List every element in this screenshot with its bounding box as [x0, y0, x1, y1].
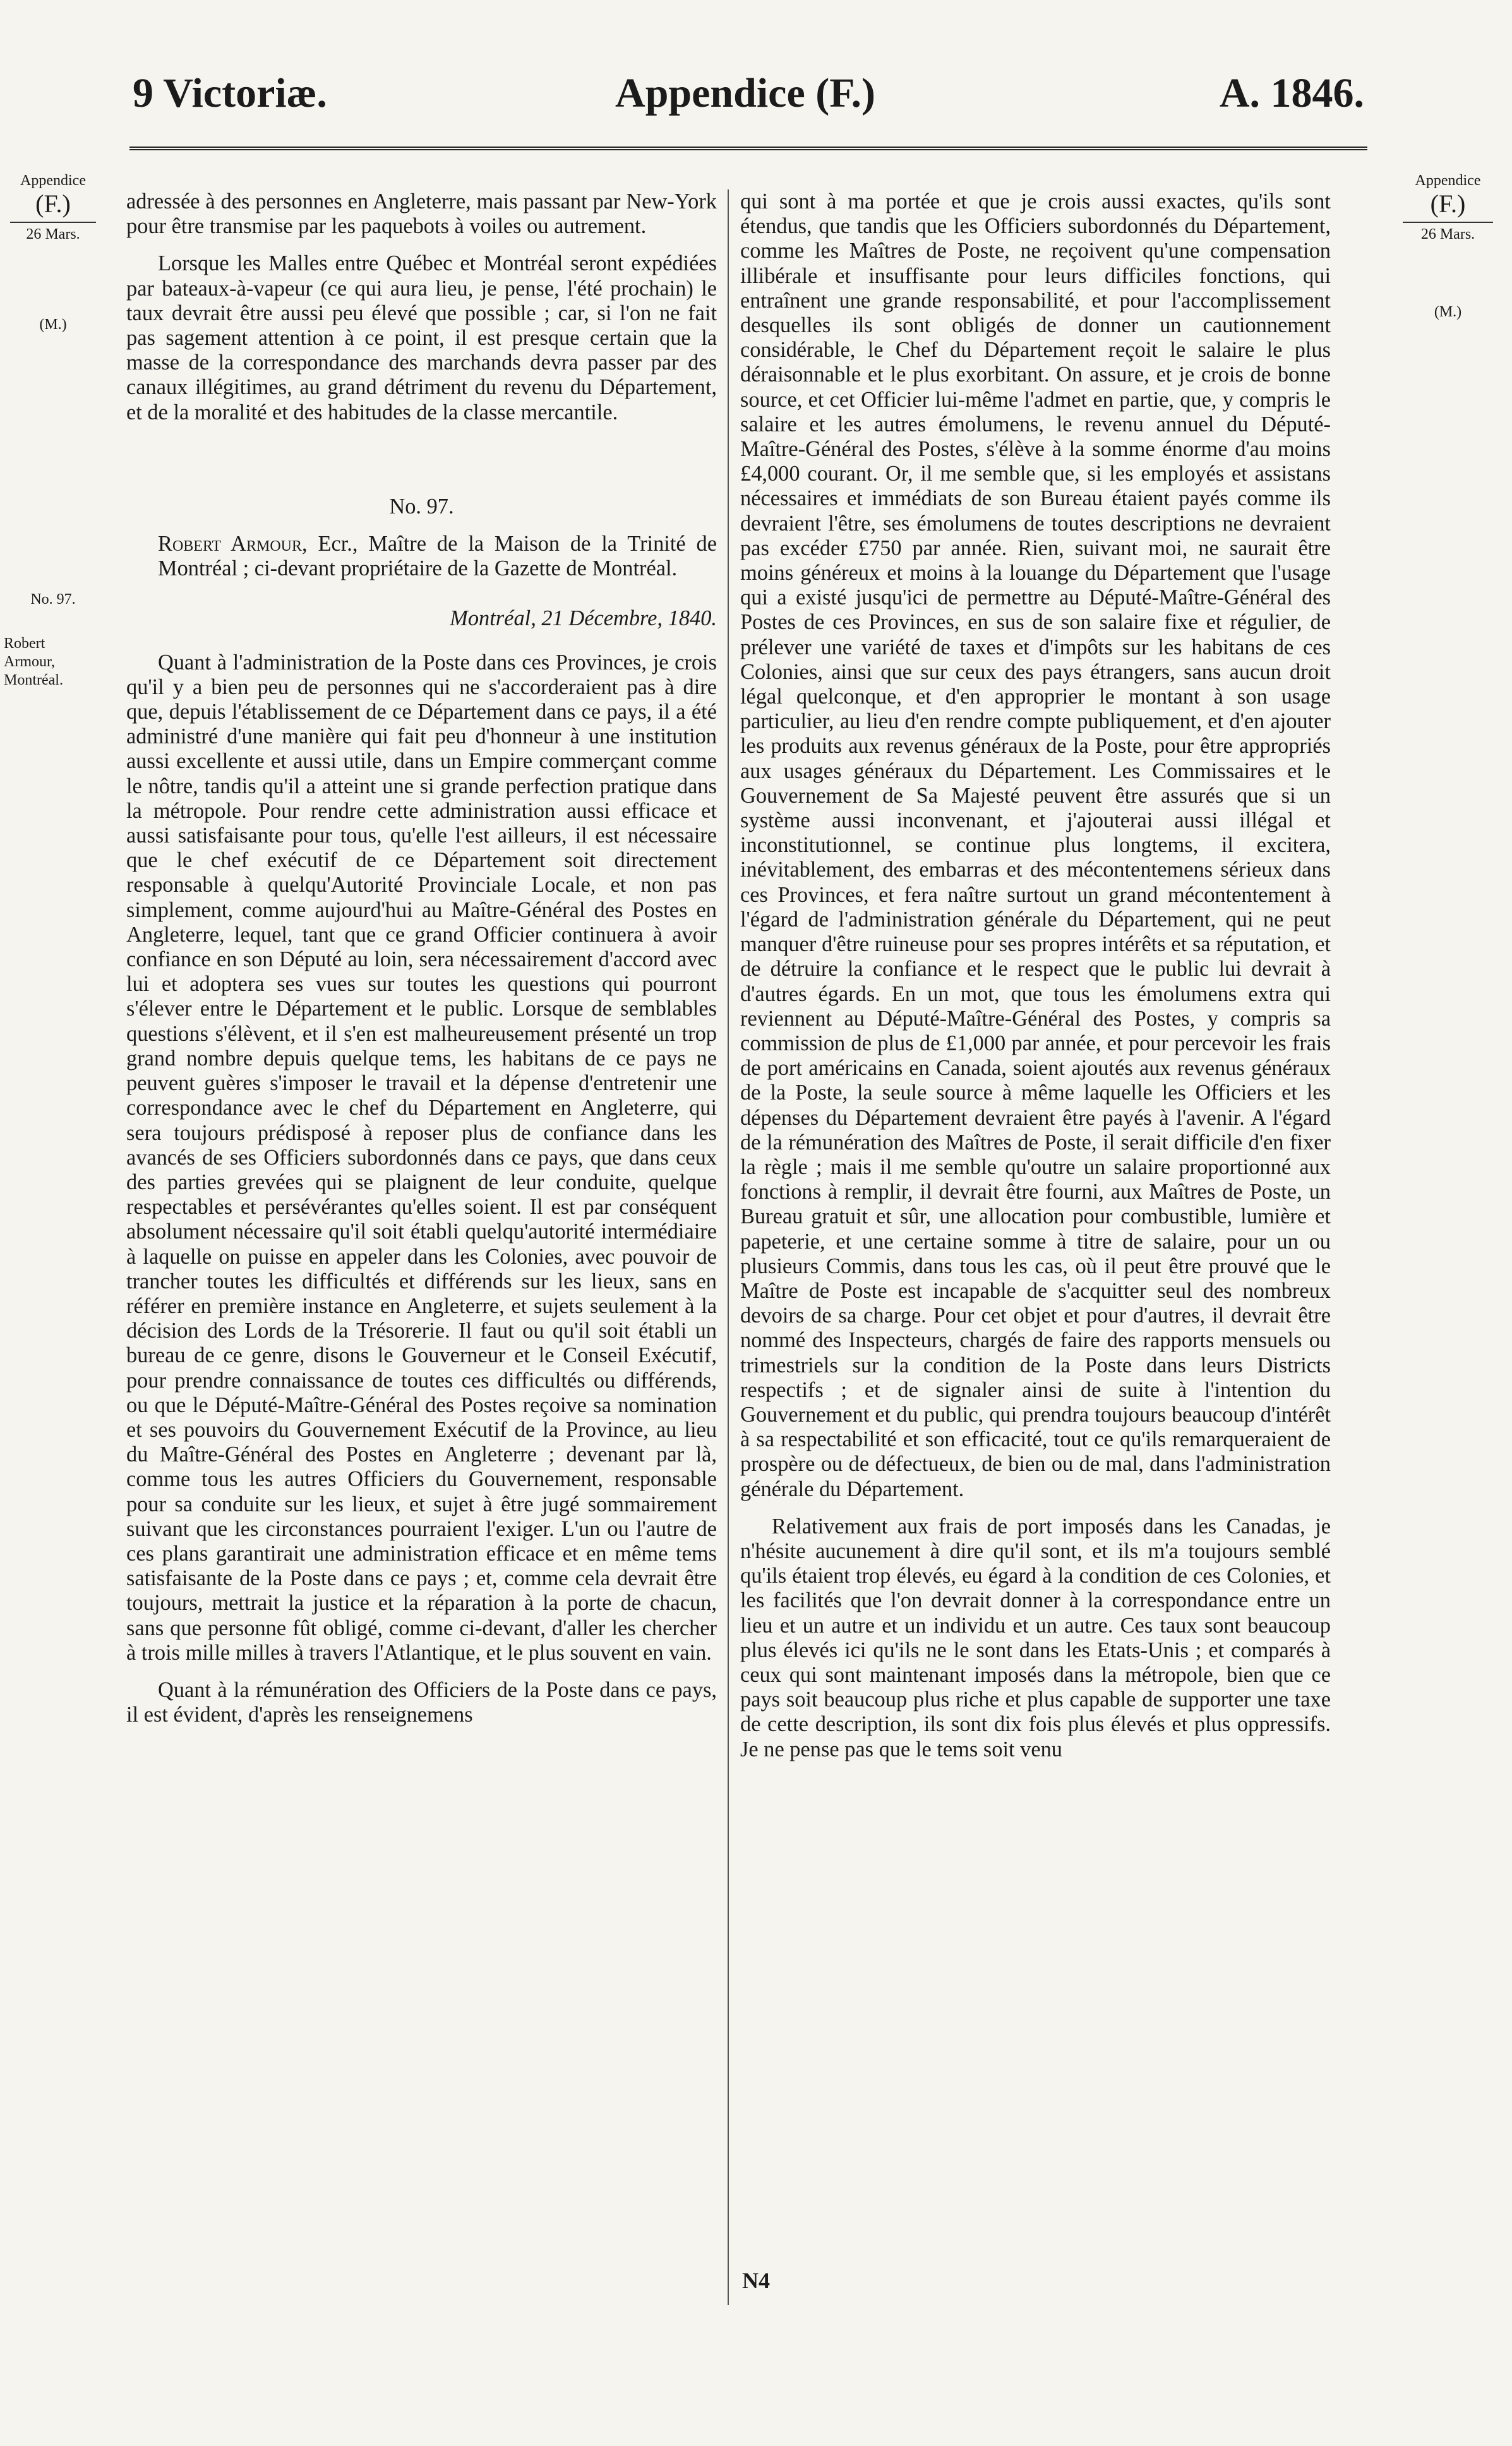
- header-year: A. 1846.: [1219, 70, 1364, 116]
- margin-date: 26 Mars.: [26, 226, 80, 243]
- margin-appendix-label: Appendice: [1415, 172, 1481, 189]
- right-margin-appendix: [1393, 172, 1503, 244]
- margin-appendix-label: Appendice: [20, 172, 86, 189]
- left-margin-appendix: [0, 172, 106, 244]
- paragraph: adressée à des personnes en Angleterre, mais passant par New-York pour être transmise par les paquebots à voiles ou autrement.: [126, 189, 717, 239]
- page-signature: N4: [742, 2268, 770, 2293]
- paragraph: qui sont à ma portée et que je crois aussi exactes, qu'ils sont étendus, que tandis que les Officiers subordonnés du Département, comme les Maîtres de Poste, ne reçoivent qu'une compensation illibérale et insuffisante pour leurs difficiles fonctions, qui entraînent une grande responsabilité, et pour l'accomplissement desquelles ils sont obligés de donner un cautionnement considérable, le Chef du Département reçoit le salaire le plus déraisonnable et le plus exorbitant. On assure, et je crois de bonne source, et cet Officier lui-même l'admet en partie, que, y compris le salaire et les autres émolumens, le revenu annuel du Député-Maître-Général des Postes, s'élève à la somme énorme d'au moins £4,000 courant. Or, il me semble que, si les employés et assistans nécessaires et immédiats de son Bureau étaient payés comme ils devraient l'être, ses émolumens de toutes descriptions ne devraient pas excéder £750 par année. Rien, suivant moi, ne saurait être moins généreux et moins à la louange du Département que l'usage qui a existé jusqu'ici de permettre au Député-Maître-Général des Postes de ces Provinces, en sus de son salaire fixe et régulier, de prélever une variété de taxes et d'impôts sur les habitans de ces Colonies, ainsi que sur ceux des pays étrangers, sans aucun droit légal quelconque, et d'en approprier le montant à son usage particulier, au lieu d'en rendre compte publiquement, et d'en ajouter les produits aux revenus généraux de la Poste, pour être appropriés aux usages généraux du Département. Les Commissaires et le Gouvernement de Sa Majesté peuvent être assurés que si un système aussi inconvenant, et j'ajouterai aussi illégal et inconstitutionnel, se continue plus longtems, il excitera, inévitablement, des embarras et des mécontentemens sérieux dans ces Provinces, et fera naître surtout un grand mécontentement à l'égard de l'administration générale du Département, qui ne peut manquer d'être ruineuse pour ses propres intérêts et sa réputation, et de détruire la confiance et le respect que le public lui devrait à d'autres égards. En un mot, que tous les émolumens extra qui reviennent au Député-Maître-Général des Postes, y compris sa commission de plus de £1,000 par année, et pour percevoir les frais de port américains en Canada, soient ajoutés aux revenus généraux de la Poste, la seule source à même laquelle les Officiers et les dépenses du Département devraient être payés à l'avenir. A l'égard de la rémunération des Maîtres de Poste, il serait difficile d'en fixer la règle ; mais il me semble qu'outre un salaire proportionné aux fonctions à remplir, il devrait être fourni, aux Maîtres de Poste, un Bureau gratuit et sûr, une allocation pour combustible, lumière et papeterie, et une certaine somme à titre de salaire, pour un ou plusieurs Commis, dans tous les cas, où il peut être prouvé que le Maître de Poste est incapable de s'acquitter seul des nombreux devoirs de sa charge. Pour cet objet et pour d'autres, il devrait être nommé des Inspecteurs, chargés de faire des rapports mensuels ou trimestriels sur la condition de la Poste dans leurs Districts respectifs ; et de signaler ainsi de suite à l'intention du Gouvernement et du public, qui prendra toujours beaucoup d'intérêt à sa respectabilité et son efficacité, tout ce qu'ils remarqueraient de prospère ou de défectueux, de bien ou de mal, dans l'administration générale du Département.: [740, 189, 1331, 1501]
- addressee-name: Robert Armour: [158, 532, 302, 556]
- addressee: [126, 532, 717, 581]
- margin-rule: [1403, 222, 1493, 223]
- right-margin-section: (M.): [1434, 304, 1462, 320]
- paragraph: Quant à la rémunération des Officiers de la Poste dans ce pays, il est évident, d'après les renseignemens: [126, 1677, 717, 1727]
- header-rule: [129, 147, 1367, 150]
- margin-rule: [10, 222, 96, 223]
- header-appendix-title: Appendice (F.): [615, 70, 875, 116]
- margin-appendix-letter: (F.): [1430, 189, 1466, 218]
- left-text-column: [126, 189, 717, 1727]
- margin-appendix-letter: (F.): [35, 189, 71, 218]
- left-margin-doc-no: No. 97.: [30, 591, 76, 608]
- paragraph: Relativement aux frais de port imposés dans les Canadas, je n'hésite aucunement à dire qu'il sont, et ils m'a toujours semblé qu'ils étaient trop élevés, eu égard à la condition de ces Colonies, et les facilités que l'on devrait donner à la correspondance entre un lieu et un autre et un individu et un autre. Ces taux sont beaucoup plus élevés ici qu'ils ne le sont dans les Etats-Unis ; et comparés à ceux qui sont maintenant imposés dans la métropole, bien que ce pays soit beaucoup plus riche et plus capable de supporter une taxe de cette description, ils sont dix fois plus élevés et plus oppressifs. Je ne pense pas que le tems soit venu: [740, 1514, 1331, 1761]
- document-number: No. 97.: [389, 494, 454, 519]
- left-margin-section: (M.): [39, 316, 67, 333]
- paragraph: Lorsque les Malles entre Québec et Montréal seront expédiées par bateaux-à-vapeur (ce qui aura lieu, je pense, l'été prochain) le taux devrait être aussi peu élevé que possible ; car, si l'on ne fait pas sagement attention à ce point, il est presque certain que la masse de la correspondance des marchands devra passer par des canaux illégitimes, au grand détriment du revenu du Département, et de la moralité et des habitudes de la classe mercantile.: [126, 251, 717, 424]
- header-regnal-year: 9 Victoriæ.: [133, 70, 327, 116]
- left-margin-person: Robert Armour, Montréal.: [4, 635, 63, 688]
- right-text-column: [740, 189, 1331, 1762]
- paragraph: Quant à l'administration de la Poste dans ces Provinces, je crois qu'il y a bien peu de personnes qui ne s'accorderaient pas à dire que, depuis l'établissement de ce Département dans ce pays, il a été administré d'une manière qui fait peu d'honneur à une institution aussi excellente et aussi utile, dans un Empire commerçant comme le nôtre, tandis qu'il a atteint une si grande perfection pratique dans la métropole. Pour rendre cette administration aussi efficace et aussi satisfaisante pour tous, qu'elle l'est ailleurs, il est nécessaire que le chef exécutif de ce Département soit directement responsable à quelqu'Autorité Provinciale Locale, et non pas simplement, comme aujourd'hui au Maître-Général des Postes en Angleterre, lequel, tant que ce grand Officier continuera à avoir confiance en son Député au loin, sera nécessairement d'accord avec lui et adoptera ses vues sur toutes les questions qui pourront s'élever entre le Département et le public. Lorsque de semblables questions s'élèvent, et il s'en est malheureusement présenté un trop grand nombre depuis quelque tems, les habitans de ce pays ne peuvent guères s'imposer le travail et la dépense d'entretenir une correspondance avec le chef du Département en Angleterre, qui sera toujours prédisposé à reposer plus de confiance dans les avancés de ses Officiers subordonnés dans ce pays, que dans ceux des parties grevées qui se plaignent de leur conduite, quelque respectables et persévérantes qu'elles soient. Il est par conséquent absolument nécessaire qu'il soit établi quelqu'autorité intermédiaire à laquelle on puisse en appeler dans les Colonies, avec pouvoir de trancher toutes les difficultés et différends sur les lieux, sans en référer en première instance en Angleterre, et sujets seulement à la décision des Lords de la Trésorerie. Il faut ou qu'il soit établi un bureau de ce genre, disons le Gouverneur et le Conseil Exécutif, pour prendre connaissance de toutes ces difficultés ou différends, ou que le Député-Maître-Général des Postes reçoive sa nomination et ses pouvoirs du Gouvernement Exécutif de la Province, au lieu du Maître-Général des Postes en Angleterre ; devenant par là, comme tous les autres Officiers du Gouvernement, responsable pour sa conduite sur les lieux, et sujet à être jugé sommairement suivant que les circonstances pourraient l'exiger. L'un ou l'autre de ces plans garantirait une administration efficace et en même tems satisfaisante de la Poste dans ce pays ; et, comme cela devrait être toujours, mettrait la justice et la réparation à la porte de chacun, sans que personne fût obligé, comme ci-devant, d'aller les chercher à trois mille milles à travers l'Atlantique, et le plus souvent en vain.: [126, 650, 717, 1665]
- column-divider: [728, 189, 729, 2305]
- addressee-details: , Ecr., Maître de la Maison de la Trinité de Montréal ; ci-devant propriétaire de la Gazette de Montréal.: [158, 532, 717, 581]
- margin-date: 26 Mars.: [1420, 226, 1475, 243]
- running-header: [126, 63, 1364, 139]
- letter-date: Montréal, 21 Décembre, 1840.: [450, 606, 717, 631]
